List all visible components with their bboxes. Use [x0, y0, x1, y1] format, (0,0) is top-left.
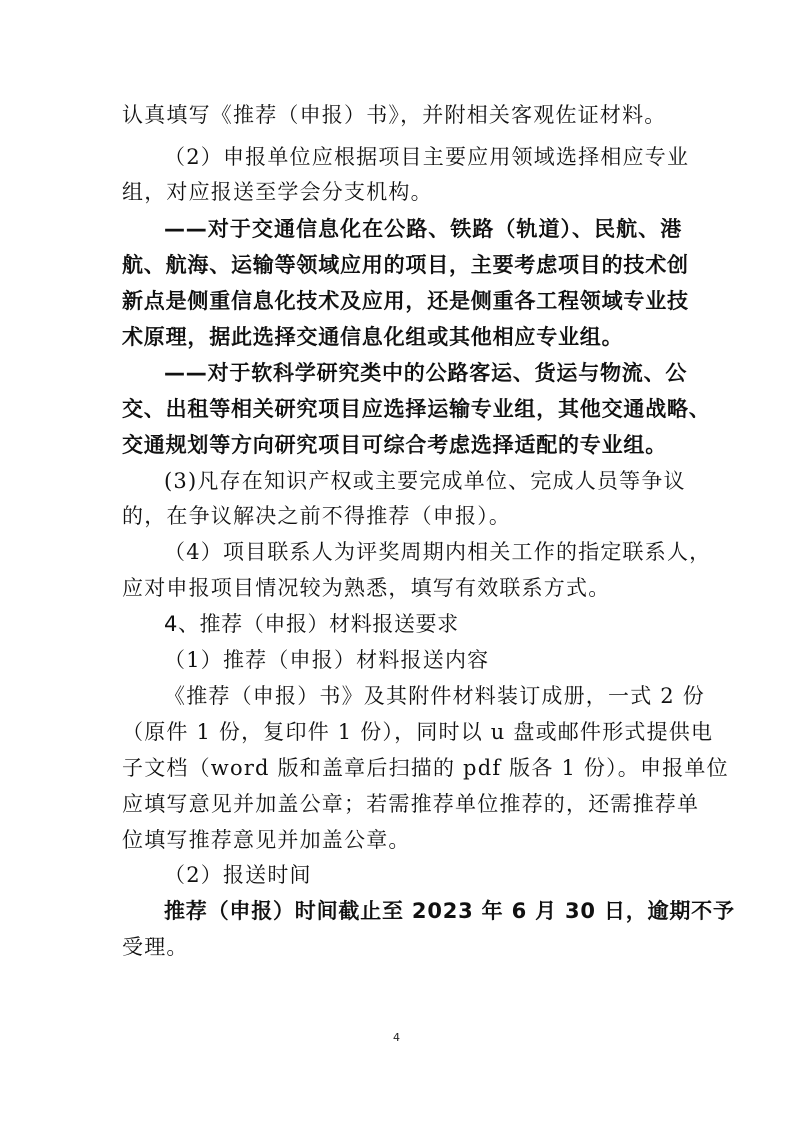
paragraph-line: 应对申报项目情况较为熟悉，填写有效联系方式。 — [122, 576, 611, 600]
bold-paragraph-line: ——对于软科学研究类中的公路客运、货运与物流、公 — [164, 361, 688, 385]
subsection-heading: （1）推荐（申报）材料报送内容 — [164, 648, 490, 672]
paragraph-line: 位填写推荐意见并加盖公章。 — [122, 828, 411, 852]
paragraph-line: (3)凡存在知识产权或主要完成单位、完成人员等争议 — [164, 469, 686, 493]
bold-paragraph-line: 新点是侧重信息化技术及应用，还是侧重各工程领域专业技 — [122, 289, 689, 313]
paragraph-line: 的，在争议解决之前不得推荐（申报）。 — [122, 504, 512, 528]
bold-paragraph-line: 航、航海、运输等领域应用的项目，主要考虑项目的技术创 — [122, 253, 689, 277]
paragraph-line: （2）申报单位应根据项目主要应用领域选择相应专业 — [164, 145, 690, 169]
bold-paragraph-line: 交通规划等方向研究项目可综合考虑选择适配的专业组。 — [122, 433, 667, 457]
paragraph-line: 组，对应报送至学会分支机构。 — [122, 180, 433, 204]
bold-paragraph-line: ——对于交通信息化在公路、铁路（轨道）、民航、港 — [164, 217, 682, 241]
bold-paragraph-line: 交、出租等相关研究项目应选择运输专业组，其他交通战略、 — [122, 397, 711, 421]
paragraph-line: 应填写意见并加盖公章；若需推荐单位推荐的，还需推荐单 — [122, 792, 700, 816]
page-number: 4 — [393, 1031, 400, 1044]
paragraph-line: 子文档（word 版和盖章后扫描的 pdf 版各 1 份）。申报单位 — [122, 756, 729, 780]
paragraph-line: 认真填写《推荐（申报）书》，并附相关客观佐证材料。 — [122, 103, 667, 127]
section-heading: 4、推荐（申报）材料报送要求 — [164, 612, 459, 636]
bold-paragraph-line: 术原理，据此选择交通信息化组或其他相应专业组。 — [122, 325, 624, 349]
paragraph-line: （4）项目联系人为评奖周期内相关工作的指定联系人， — [164, 540, 712, 564]
paragraph-line: 《推荐（申报）书》及其附件材料装订成册，一式 2 份 — [164, 684, 705, 708]
bold-paragraph-line: 推荐（申报）时间截止至 2023 年 6 月 30 日，逾期不予 — [164, 899, 735, 923]
subsection-heading: （2）报送时间 — [164, 863, 312, 887]
paragraph-line: （原件 1 份，复印件 1 份），同时以 u 盘或邮件形式提供电 — [122, 720, 714, 744]
paragraph-line: 受理。 — [122, 935, 189, 959]
